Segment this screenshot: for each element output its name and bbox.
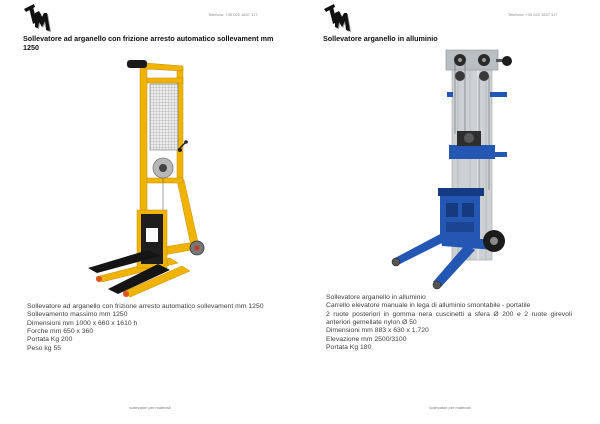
description-line: Carrello elevatore manuale in lega di alluminio smontabile - portatile (326, 302, 531, 310)
winch-stacker-image (80, 55, 215, 300)
description-line: Elevazione mm 2500/3100 (326, 335, 407, 343)
mesh-guard (150, 84, 178, 150)
description-line: Sollevatore arganello in alluminio (326, 294, 426, 301)
page-footer: sollevatori per materiali (129, 405, 171, 410)
lower-crossbar (145, 178, 183, 183)
product-title: Sollevatore ad arganello con frizione arresto automatico sollevament mm 1250 (23, 34, 274, 52)
rear-wheel (190, 241, 204, 255)
description-line: Sollevamento massimo mm 1250 (27, 311, 128, 319)
tm-logo-icon (23, 3, 51, 33)
description-line: Sollevatore ad arganello con frizione arresto automatico sollevament mm 1250 (27, 303, 264, 310)
aluminium-lifter-image (380, 45, 515, 295)
top-handle (127, 60, 183, 71)
description-line: Portata Kg 180 (326, 344, 372, 352)
rear-wheel (483, 230, 505, 252)
product-description (326, 294, 572, 352)
tm-logo-icon (323, 3, 351, 33)
load-carriage (438, 188, 484, 240)
top-crossbar (145, 78, 183, 83)
description-line: Dimensioni mm 883 x 630 x 1.720 (326, 327, 429, 335)
page-footer: sollevatori per materiali (429, 405, 471, 410)
product-title: Sollevatore arganello in alluminio (323, 34, 438, 43)
description-line: 2 ruote posteriori in gomma nera cuscinetti a sfera Ø 200 e 2 ruote girevoli anteriori gemellate nylon Ø 50 (326, 310, 572, 327)
description-line: Forche mm 650 x 360 (27, 328, 94, 336)
phone-number: Telefono: +39 022 1837 117 (208, 12, 258, 17)
description-line: Portata Kg 200 (27, 336, 73, 344)
description-line: Peso kg 55 (27, 344, 62, 352)
front-wheels (392, 258, 441, 289)
catalog-page-right (300, 0, 600, 424)
description-line: Dimensioni mm 1000 x 660 x 1610 h (27, 319, 138, 327)
product-description (27, 303, 277, 353)
phone-number: Telefono: +39 022 1837 117 (508, 12, 558, 17)
